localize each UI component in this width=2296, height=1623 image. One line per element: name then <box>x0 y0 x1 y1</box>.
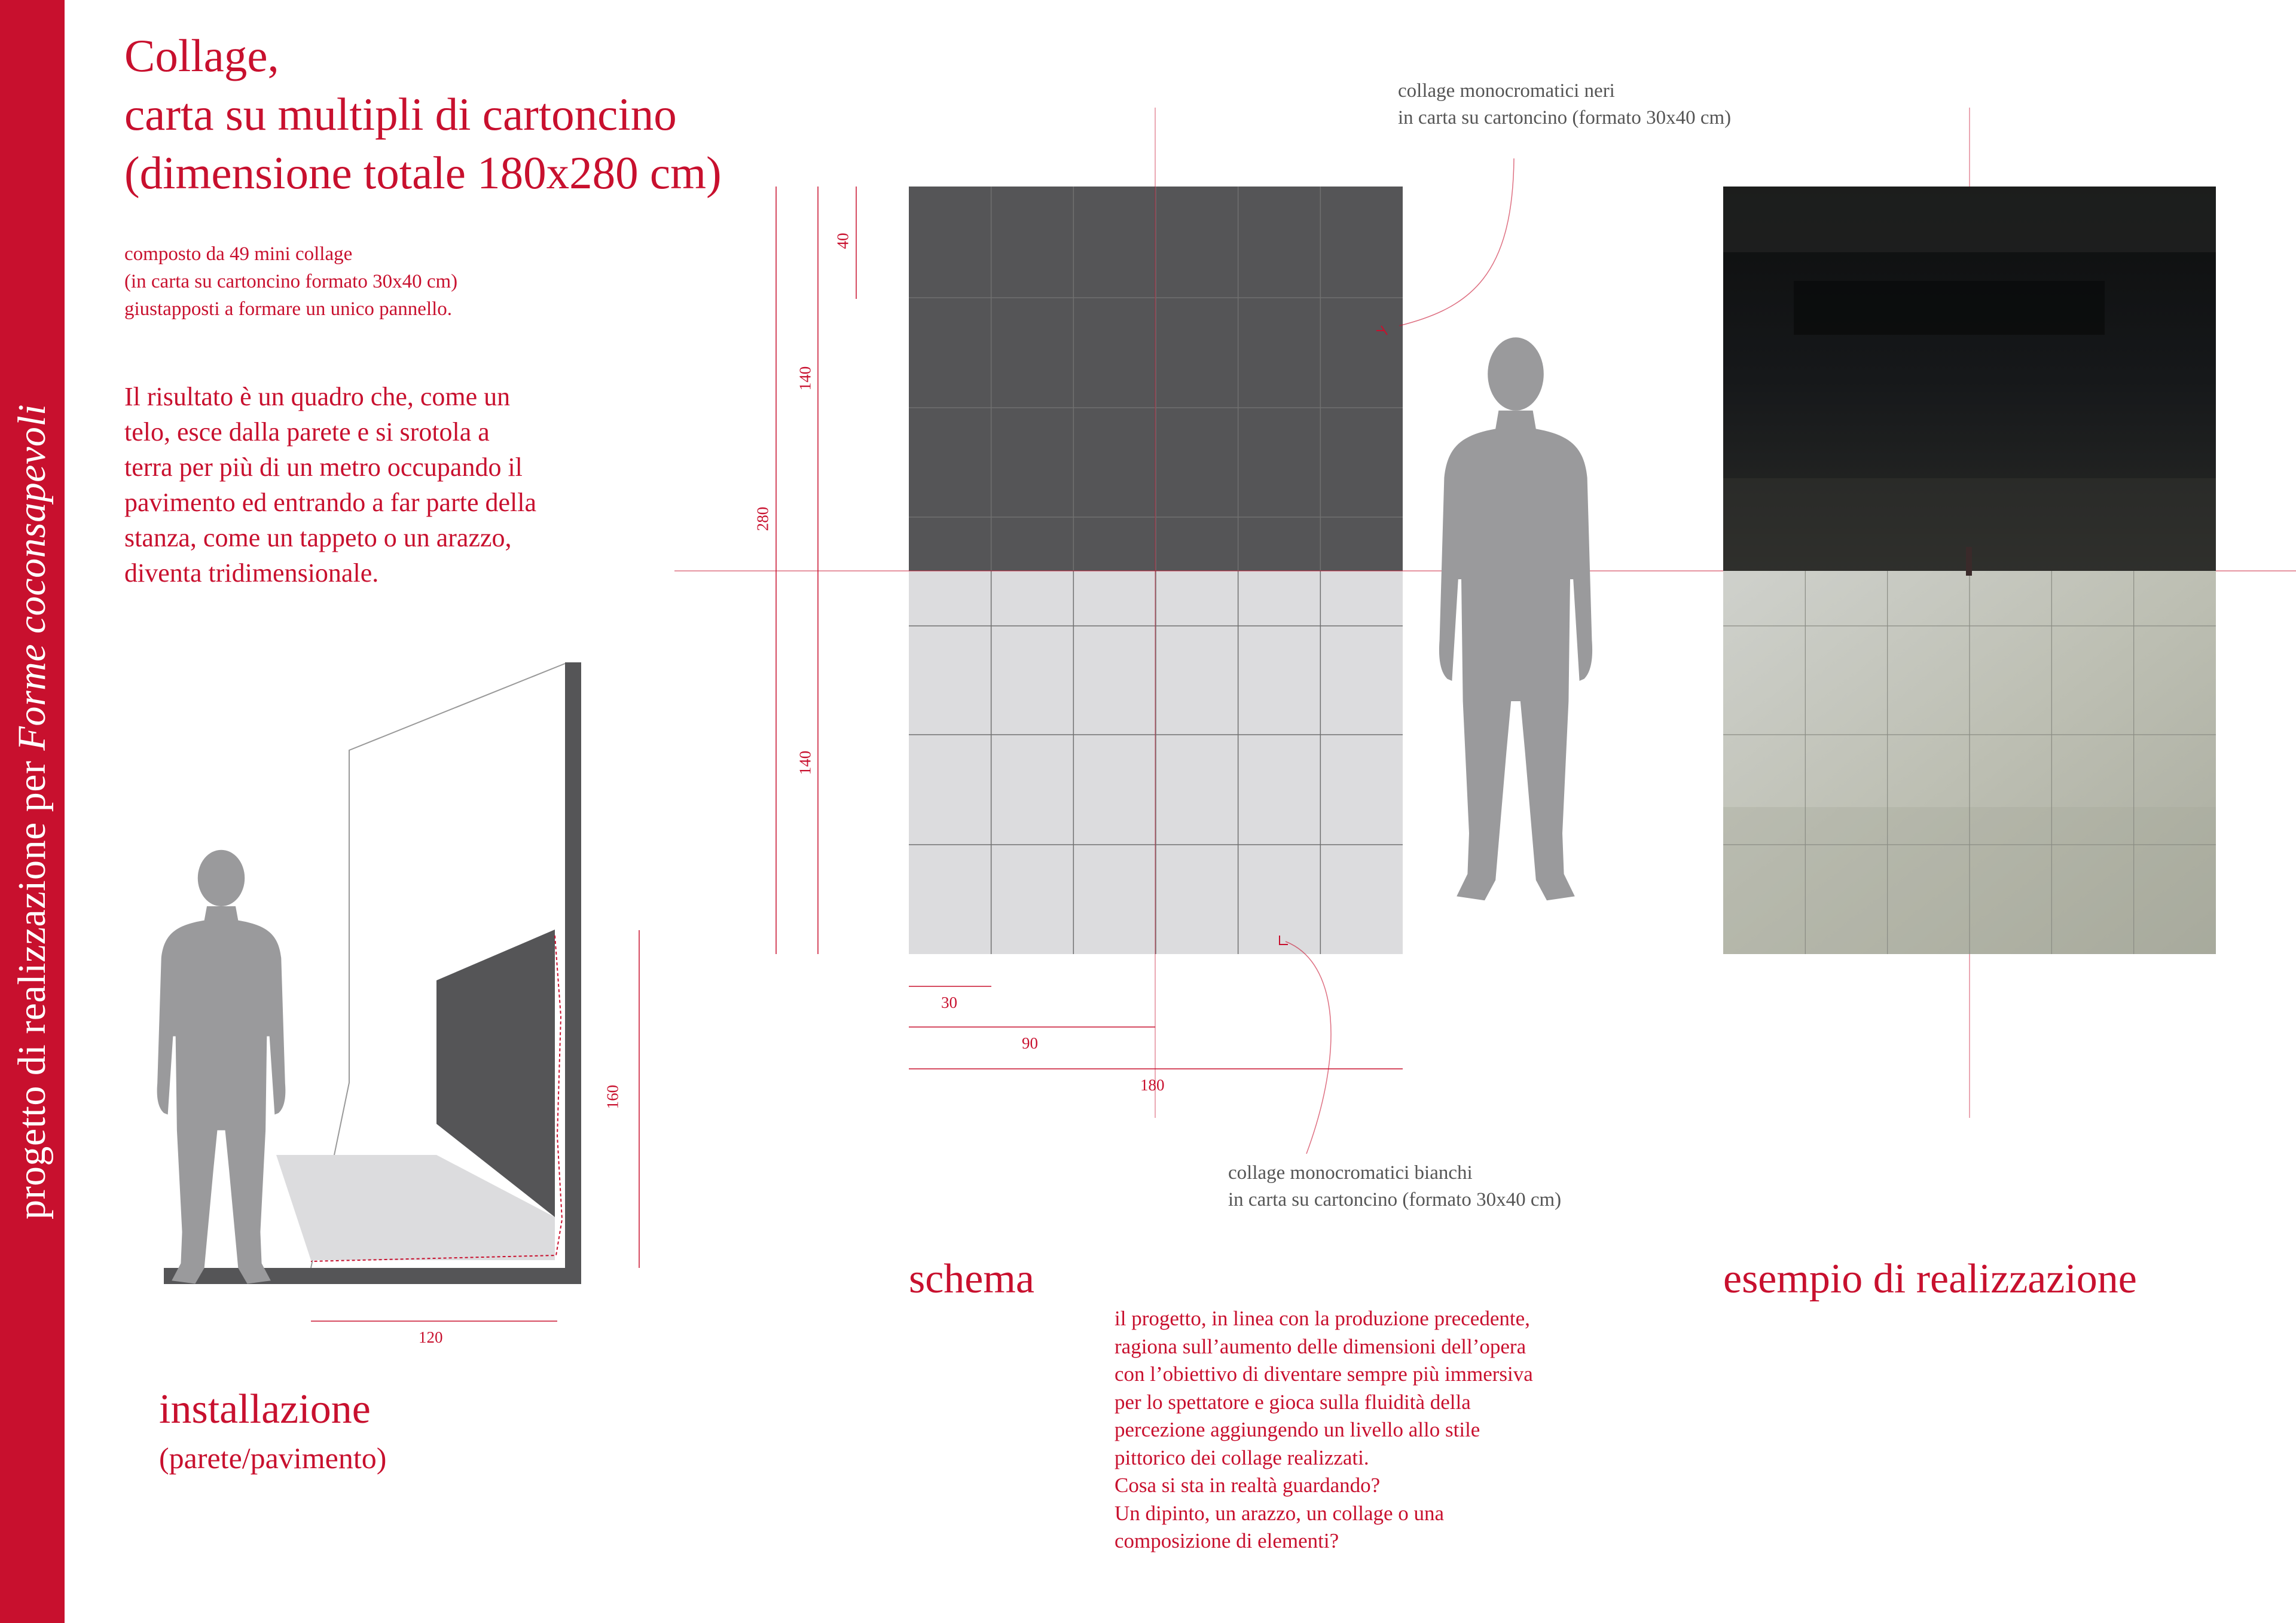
description-line: diventa tridimensionale. <box>124 558 379 588</box>
intro-line: composto da 49 mini collage <box>124 243 353 265</box>
description-line: terra per più di un metro occupando il <box>124 453 523 482</box>
installation-heading: installazione <box>159 1386 371 1432</box>
example-dark-texture <box>1723 187 2216 252</box>
project-line: ragiona sull’aumento delle dimensioni dell’opera <box>1115 1334 1526 1358</box>
label-white-collage <box>1228 1160 1561 1214</box>
label-line: collage monocromatici bianchi <box>1228 1162 1473 1184</box>
project-line: pittorico dei collage realizzati. <box>1115 1445 1369 1469</box>
example-tiny-figure <box>1966 547 1972 576</box>
label-line: collage monocromatici neri <box>1398 80 1615 102</box>
intro-line: giustapposti a formare un unico pannello. <box>124 298 453 320</box>
project-line: per lo spettatore e gioca sulla fluidità della <box>1115 1390 1471 1414</box>
project-text <box>1115 1305 1533 1555</box>
dim-label-160: 160 <box>603 1084 622 1109</box>
title-line: Collage, <box>124 30 279 81</box>
project-line: Cosa si sta in realtà guardando? <box>1115 1474 1381 1497</box>
label-line: in carta su cartoncino (formato 30x40 cm) <box>1228 1189 1562 1211</box>
project-line: Un dipinto, un arazzo, un collage o una <box>1115 1501 1445 1525</box>
installation-drawing <box>157 662 639 1321</box>
project-line: il progetto, in linea con la produzione precedente, <box>1115 1307 1530 1330</box>
callout-line-black <box>1399 158 1514 326</box>
wall-section <box>565 662 581 1284</box>
dim-label-180: 180 <box>1140 1076 1165 1094</box>
dim-label-90: 90 <box>1022 1034 1038 1052</box>
schema-heading: schema <box>909 1256 1034 1302</box>
dim-label-280: 280 <box>753 506 772 531</box>
installation-subheading: (parete/pavimento) <box>159 1441 387 1475</box>
example-dark-texture <box>1794 281 2105 335</box>
description-line: telo, esce dalla parete e si srotola a <box>124 417 490 447</box>
dim-label-120: 120 <box>419 1328 443 1346</box>
description-line: pavimento ed entrando a far parte della <box>124 488 537 517</box>
person-silhouette-scale <box>1439 337 1592 900</box>
label-black-collage <box>1398 78 1731 132</box>
floor-section <box>164 1268 581 1284</box>
callout-line-white <box>1286 942 1331 1154</box>
label-line: in carta su cartoncino (formato 30x40 cm) <box>1398 107 1732 129</box>
project-line: con l’obiettivo di diventare sempre più immersiva <box>1115 1362 1533 1386</box>
dim-label-30: 30 <box>941 994 957 1011</box>
example-drawing <box>1723 187 2216 954</box>
sidebar-title-emphasis: Forme coconsapevoli <box>10 404 54 751</box>
description-line: stanza, come un tappeto o un arazzo, <box>124 523 512 552</box>
example-heading: esempio di realizzazione <box>1723 1256 2137 1302</box>
description-line: Il risultato è un quadro che, come un <box>124 382 511 411</box>
intro-line: (in carta su cartoncino formato 30x40 cm) <box>124 271 458 292</box>
sidebar-title-prefix: progetto di realizzazione per <box>10 750 54 1220</box>
project-line: percezione aggiungendo un livello allo stile <box>1115 1418 1480 1441</box>
title-line: (dimensione totale 180x280 cm) <box>124 147 722 198</box>
title-line: carta su multipli di cartoncino <box>124 88 677 140</box>
dim-label-40: 40 <box>833 233 852 249</box>
dim-label-140-top: 140 <box>796 366 814 391</box>
dim-label-140-bottom: 140 <box>796 750 814 775</box>
project-line: composizione di elementi? <box>1115 1529 1339 1552</box>
person-silhouette-installation <box>157 850 286 1284</box>
